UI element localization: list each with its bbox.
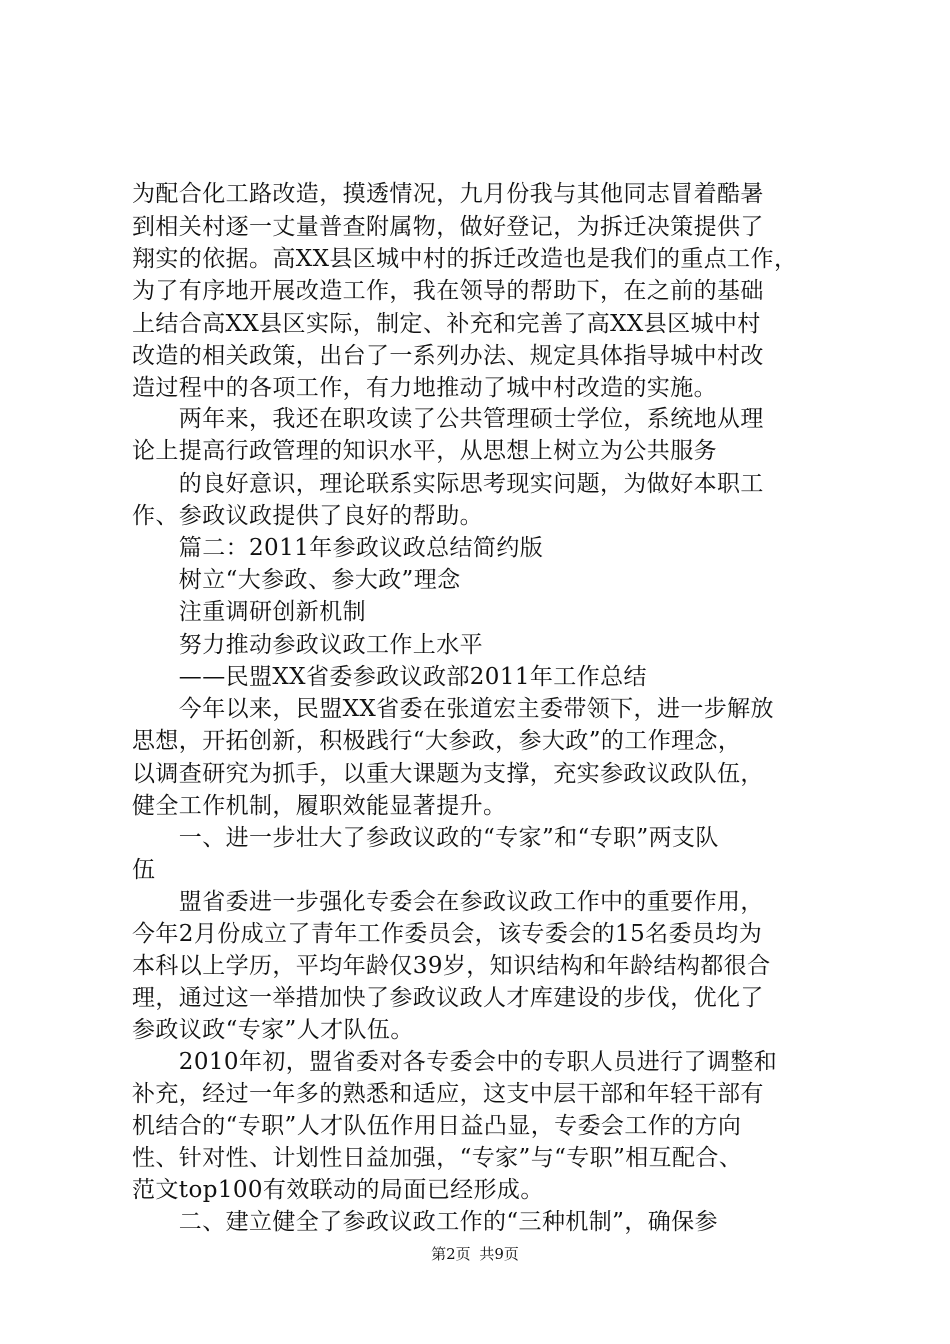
page-total: 共9页	[479, 1245, 519, 1263]
text-line: 为了有序地开展改造工作，我在领导的帮助下，在之前的基础	[132, 278, 764, 304]
text-line: 今年2月份成立了青年工作委员会，该专委会的15名委员均为	[132, 921, 763, 947]
text-line: 健全工作机制，履职效能显著提升。	[132, 793, 507, 819]
section-heading: 伍	[132, 857, 156, 883]
subtitle-line: 努力推动参政议政工作上水平	[132, 632, 483, 658]
text-line: 论上提高行政管理的知识水平，从思想上树立为公共服务	[132, 438, 717, 464]
text-line: 今年以来，民盟XX省委在张道宏主委带领下，进一步解放	[132, 696, 774, 722]
subtitle-line: 注重调研创新机制	[132, 599, 366, 625]
text-line: 两年来，我还在职攻读了公共管理硕士学位，系统地从理	[132, 406, 764, 432]
text-line: 机结合的“专职”人才队伍作用日益凸显，专委会工作的方向	[132, 1113, 742, 1139]
text-line: 思想，开拓创新，积极践行“大参政，参大政”的工作理念，	[132, 728, 742, 754]
text-line: 造过程中的各项工作，有力地推动了城中村改造的实施。	[132, 375, 717, 401]
text-line: 补充，经过一年多的熟悉和适应，这支中层干部和年轻干部有	[132, 1081, 764, 1107]
text-line: 理，通过这一举措加快了参政议政人才库建设的步伐，优化了	[132, 985, 764, 1011]
text-line: 参政议政“专家”人才队伍。	[132, 1017, 414, 1043]
text-line: 盟省委进一步强化专委会在参政议政工作中的重要作用，	[132, 889, 764, 915]
text-line: 以调查研究为抓手，以重大课题为支撑，充实参政议政队伍，	[132, 761, 764, 787]
text-line: 为配合化工路改造，摸透情况，九月份我与其他同志冒着酷暑	[132, 181, 764, 207]
text-line: 上结合高XX县区实际，制定、补充和完善了高XX县区城中村	[132, 311, 761, 337]
text-line: 范文top100有效联动的局面已经形成。	[132, 1177, 544, 1203]
text-line: 翔实的依据。高XX县区城中村的拆迁改造也是我们的重点工作，	[132, 246, 798, 272]
subtitle-line: ——民盟XX省委参政议政部2011年工作总结	[132, 664, 647, 690]
subtitle-line: 树立“大参政、参大政”理念	[132, 567, 461, 593]
text-line: 的良好意识，理论联系实际思考现实问题，为做好本职工	[132, 471, 764, 497]
text-line: 作、参政议政提供了良好的帮助。	[132, 503, 483, 529]
text-line: 性、针对性、计划性日益加强，“专家”与“专职”相互配合、	[132, 1145, 743, 1171]
section-heading: 一、进一步壮大了参政议政的“专家”和“专职”两支队	[132, 825, 719, 851]
section-heading: 篇二：2011年参政议政总结简约版	[132, 535, 544, 561]
text-line: 2010年初，盟省委对各专委会中的专职人员进行了调整和	[132, 1049, 778, 1075]
text-line: 改造的相关政策，出台了一系列办法、规定具体指导城中村改	[132, 343, 764, 369]
page-number: 第2页	[431, 1245, 471, 1263]
page-footer	[0, 1244, 950, 1264]
text-line: 本科以上学历，平均年龄仅39岁，知识结构和年龄结构都很合	[132, 953, 771, 979]
text-line: 到相关村逐一丈量普查附属物，做好登记，为拆迁决策提供了	[132, 214, 764, 240]
section-heading: 二、建立健全了参政议政工作的“三种机制”，确保参	[132, 1209, 718, 1235]
